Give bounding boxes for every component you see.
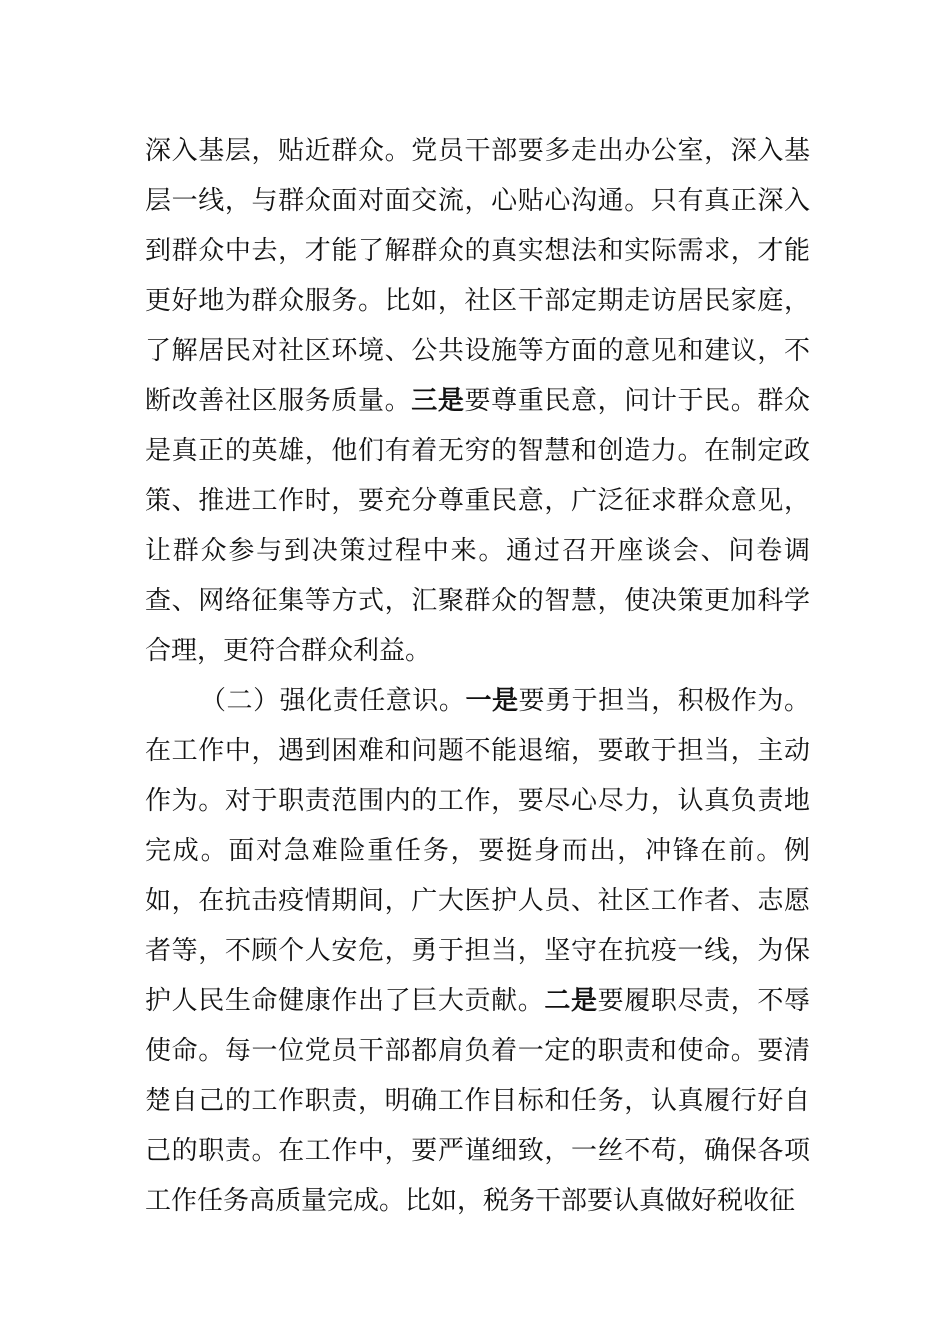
paragraph-responsibility [145,676,810,1226]
lead-marker-one: 一是 [465,686,519,716]
paragraph-text: 深入基层，贴近群众。党员干部要多走出办公室，深入基层一线，与群众面对面交流，心贴心沟通。只有真正深入到群众中去，才能了解群众的真实想法和实际需求，才能更好地为群众服务。比如，社区干部定期走访居民家庭，了解居民对社区环境、公共设施等方面的意见和建议，不断改善社区服务质量。 [145,136,810,416]
lead-marker-two: 二是 [544,986,598,1016]
section-heading: （二）强化责任意识。 [200,686,466,716]
lead-marker-three: 三是 [411,386,465,416]
paragraph-text: 要尊重民意，问计于民。群众是真正的英雄，他们有着无穷的智慧和创造力。在制定政策、推进工作时，要充分尊重民意，广泛征求群众意见，让群众参与到决策过程中来。通过召开座谈会、问卷调查、网络征集等方式，汇聚群众的智慧，使决策更加科学合理，更符合群众利益。 [145,386,810,666]
paragraph-grassroots [145,126,810,676]
body-text [145,126,810,1226]
paragraph-text: 要履职尽责，不辱使命。每一位党员干部都肩负着一定的职责和使命。要清楚自己的工作职责，明确工作目标和任务，认真履行好自己的职责。在工作中，要严谨细致，一丝不苟，确保各项工作任务高质量完成。比如，税务干部要认真做好税收征 [145,986,810,1216]
paragraph-text: 要勇于担当，积极作为。在工作中，遇到困难和问题不能退缩，要敢于担当，主动作为。对于职责范围内的工作，要尽心尽力，认真负责地完成。面对急难险重任务，要挺身而出，冲锋在前。例如，在抗击疫情期间，广大医护人员、社区工作者、志愿者等，不顾个人安危，勇于担当，坚守在抗疫一线，为保护人民生命健康作出了巨大贡献。 [145,686,810,1016]
